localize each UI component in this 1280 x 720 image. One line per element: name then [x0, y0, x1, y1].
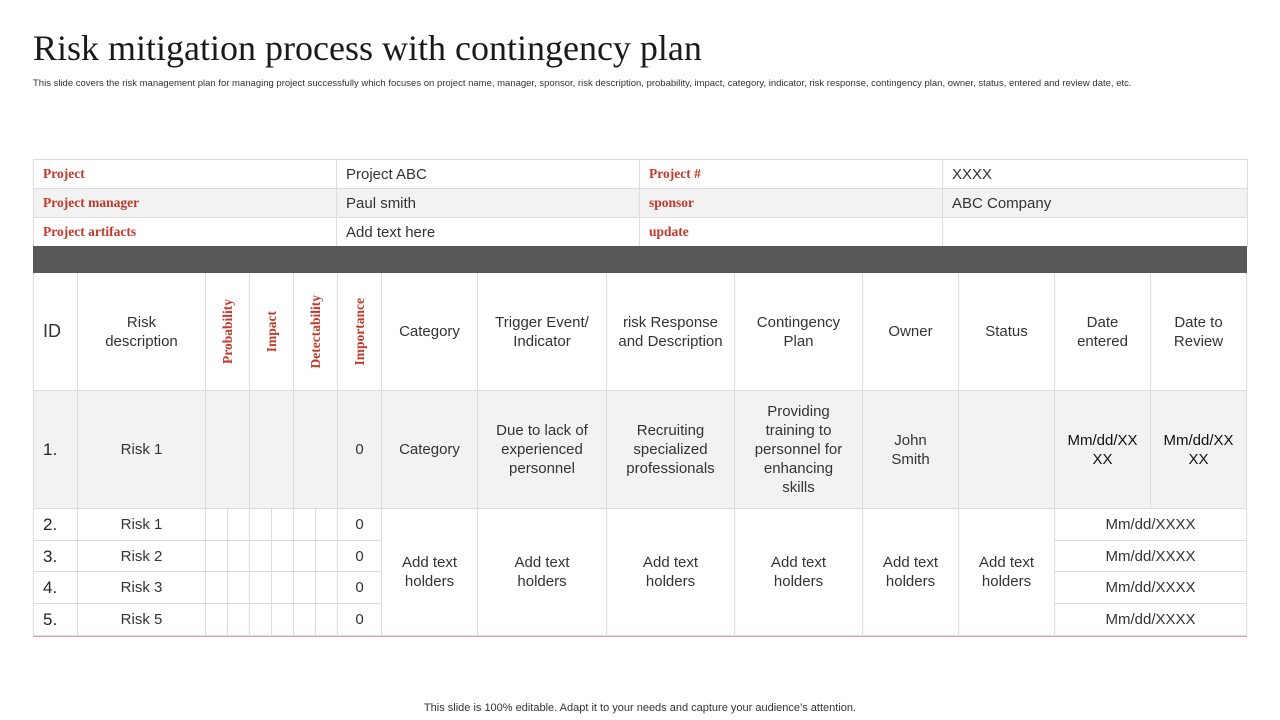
rating-subcell	[250, 572, 272, 604]
row-1-date-review-text: Mm/dd/XX XX	[1163, 431, 1234, 468]
rating-subcell	[228, 509, 250, 541]
row-1-id: 1.	[34, 391, 78, 509]
row-5-risk: Risk 5	[78, 604, 206, 636]
header-risk-description-text: Risk description	[105, 313, 178, 350]
footer-note: This slide is 100% editable. Adapt it to your needs and capture your audience’s attention.	[423, 702, 857, 714]
placeholder-category-text: Add text holders	[401, 554, 458, 590]
row-1-category: Category	[382, 391, 478, 509]
row-4-importance: 0	[338, 572, 382, 604]
row-1-trigger	[478, 391, 607, 509]
section-divider-bar	[33, 246, 1247, 273]
row-5-date: Mm/dd/XXXX	[1055, 604, 1247, 636]
row-3-date: Mm/dd/XXXX	[1055, 541, 1247, 572]
placeholder-status	[959, 509, 1055, 636]
project-number-label: Project #	[640, 160, 943, 189]
header-risk-description	[78, 273, 206, 391]
rating-subcell	[206, 604, 228, 636]
row-2-importance: 0	[338, 509, 382, 541]
artifacts-label: Project artifacts	[34, 218, 337, 247]
rating-subcell	[250, 541, 272, 572]
rating-subcell	[250, 509, 272, 541]
update-label: update	[640, 218, 943, 247]
rating-subcell	[316, 572, 338, 604]
placeholder-status-text: Add text holders	[978, 554, 1035, 590]
header-trigger-text: Trigger Event/ Indicator	[495, 313, 589, 350]
project-row	[34, 160, 1248, 189]
header-probability	[206, 273, 250, 391]
rating-subcell	[272, 604, 294, 636]
placeholder-response	[607, 509, 735, 636]
page-subtitle: This slide covers the risk management plan for managing project successfully which focuses on project name, manager, sponsor, risk description, probability, impact, category, indicator, risk response, contingency plan, owner, status, entered and review date, etc.	[33, 78, 1132, 89]
row-1-response-text: Recruiting specialized professionals	[626, 422, 715, 477]
header-detectability-text: Detectability	[308, 294, 323, 369]
header-importance-text: Importance	[352, 297, 367, 366]
header-owner: Owner	[863, 273, 959, 391]
header-date-review	[1151, 273, 1247, 391]
manager-value: Paul smith	[337, 189, 640, 218]
row-1-contingency	[735, 391, 863, 509]
rating-subcell	[294, 509, 316, 541]
row-1-impact	[250, 391, 294, 509]
header-probability-text: Probability	[220, 298, 235, 364]
placeholder-owner	[863, 509, 959, 636]
header-impact	[250, 273, 294, 391]
row-5-id: 5.	[34, 604, 78, 636]
rating-subcell	[316, 509, 338, 541]
placeholder-response-text: Add text holders	[642, 554, 699, 590]
row-1-owner-text: John Smith	[891, 431, 930, 468]
placeholder-contingency	[735, 509, 863, 636]
risk-table	[33, 273, 1247, 637]
header-importance	[338, 273, 382, 391]
row-1-probability	[206, 391, 250, 509]
project-label: Project	[34, 160, 337, 189]
header-date-review-text: Date to Review	[1173, 313, 1224, 350]
row-4-risk: Risk 3	[78, 572, 206, 604]
row-1-risk: Risk 1	[78, 391, 206, 509]
sponsor-value: ABC Company	[943, 189, 1248, 218]
row-4-date: Mm/dd/XXXX	[1055, 572, 1247, 604]
artifacts-row	[34, 218, 1248, 247]
rating-subcell	[228, 604, 250, 636]
row-3-id: 3.	[34, 541, 78, 572]
header-id: ID	[34, 273, 78, 391]
header-contingency-text: Contingency Plan	[756, 313, 841, 350]
header-date-entered	[1055, 273, 1151, 391]
rating-subcell	[294, 541, 316, 572]
header-response-text: risk Response and Description	[618, 313, 723, 350]
placeholder-trigger-text: Add text holders	[514, 554, 570, 590]
rating-subcell	[316, 604, 338, 636]
row-1-trigger-text: Due to lack of experienced personnel	[496, 422, 588, 477]
row-2-id: 2.	[34, 509, 78, 541]
rating-subcell	[228, 572, 250, 604]
rating-subcell	[294, 572, 316, 604]
placeholder-category	[382, 509, 478, 636]
project-number-value: XXXX	[943, 160, 1248, 189]
header-trigger	[478, 273, 607, 391]
project-info-table	[33, 159, 1248, 247]
row-1-contingency-text: Providing training to personnel for enhancing skills	[754, 403, 843, 496]
row-1-date-entered-text: Mm/dd/XX XX	[1067, 431, 1138, 468]
manager-label: Project manager	[34, 189, 337, 218]
row-3-importance: 0	[338, 541, 382, 572]
placeholder-trigger	[478, 509, 607, 636]
manager-row	[34, 189, 1248, 218]
header-category: Category	[382, 273, 478, 391]
rating-subcell	[294, 604, 316, 636]
page-title: Risk mitigation process with contingency plan	[33, 28, 702, 68]
row-5-importance: 0	[338, 604, 382, 636]
row-1-response	[607, 391, 735, 509]
placeholder-owner-text: Add text holders	[882, 554, 939, 590]
placeholder-contingency-text: Add text holders	[770, 554, 827, 590]
rating-subcell	[316, 541, 338, 572]
row-1-detectability	[294, 391, 338, 509]
row-1-status	[959, 391, 1055, 509]
rating-subcell	[272, 509, 294, 541]
header-impact-text: Impact	[264, 310, 279, 353]
rating-subcell	[272, 541, 294, 572]
row-1-owner	[863, 391, 959, 509]
row-3-risk: Risk 2	[78, 541, 206, 572]
header-contingency	[735, 273, 863, 391]
row-2-risk: Risk 1	[78, 509, 206, 541]
row-1-importance: 0	[338, 391, 382, 509]
artifacts-value: Add text here	[337, 218, 640, 247]
row-1-date-entered	[1055, 391, 1151, 509]
rating-subcell	[250, 604, 272, 636]
row-2-date: Mm/dd/XXXX	[1055, 509, 1247, 541]
project-value: Project ABC	[337, 160, 640, 189]
row-1-date-review	[1151, 391, 1247, 509]
rating-subcell	[206, 509, 228, 541]
row-4-id: 4.	[34, 572, 78, 604]
header-detectability	[294, 273, 338, 391]
rating-subcell	[206, 572, 228, 604]
rating-subcell	[228, 541, 250, 572]
rating-subcell	[206, 541, 228, 572]
header-date-entered-text: Date entered	[1077, 313, 1128, 350]
header-status: Status	[959, 273, 1055, 391]
rating-subcell	[272, 572, 294, 604]
update-value	[943, 218, 1248, 247]
header-response	[607, 273, 735, 391]
sponsor-label: sponsor	[640, 189, 943, 218]
